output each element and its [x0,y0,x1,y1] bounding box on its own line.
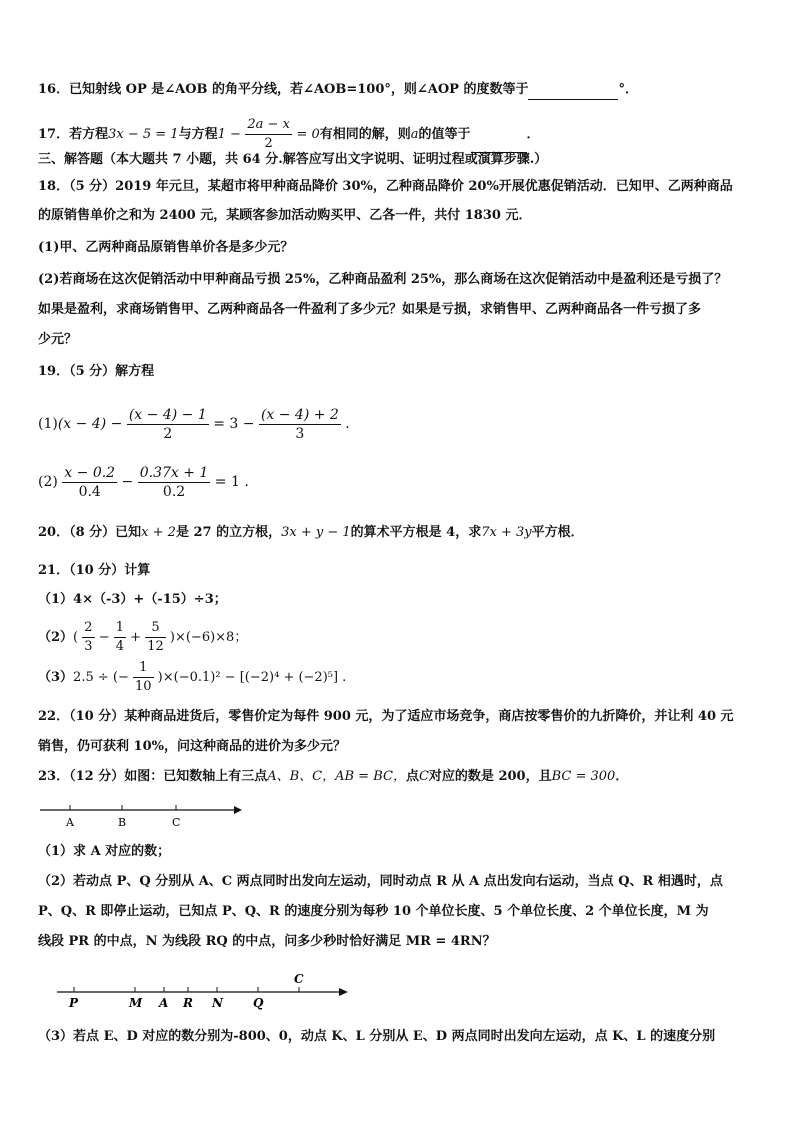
question-23-part-2-line: 线段 PR 的中点，N 为线段 RQ 的中点，问多少秒时恰好满足 MR = 4RN？ [38,934,496,949]
question-23-part-1: （1）求 A 对应的数； [38,844,171,859]
question-18-part-1: (1)甲、乙两种商品原销售单价各是多少元？ [38,240,294,255]
fraction: $\frac{0.37x + 1}{0.2}$ [139,464,209,500]
label-c: C [172,816,181,829]
fraction: $\frac{2}{3}$ [84,620,93,654]
question-22-line: 销售，仍可获利 10%，问这种商品的进价为多少元？ [38,739,346,754]
question-21-part-1: （1）4×（-3）+（-15）÷3； [38,592,227,607]
question-16: 16．已知射线 OP 是∠AOB 的角平分线，若∠AOB=100°，则∠AOP 的度数等于 °． [38,80,758,100]
axis-arrow [339,988,348,996]
question-18-part-2: (2)若商场在这次促销活动中甲种商品亏损 25%，乙种商品盈利 25%，那么商场在这次促销活动中是盈利还是亏损了？ [38,272,728,287]
fraction: $\frac{(x - 4) - 1}{2}$ [128,406,207,442]
question-21-title: 21．（10 分）计算 [38,563,151,578]
label-p: P [69,996,79,1010]
fraction: $\frac{1}{10}$ [134,660,152,694]
label-a: A [159,996,169,1010]
question-23-line: 23．（12 分）如图：已知数轴上有三点A、B、C，AB = BC，点C对应的数是 200，且BC = 300． [38,769,629,784]
label-b: B [118,816,127,829]
question-19-part-2: (2) $\frac{x - 0.2}{0.4}$ − $\frac{0.37x + 1}{0.2}$ = 1 . [38,464,249,500]
question-23-part-2-line: （2）若动点 P、Q 分别从 A、C 两点同时出发向左运动，同时动点 R 从 A 点出发向右运动，当点 Q、R 相遇时，点 [38,874,723,889]
fraction: $\frac{1}{4}$ [115,620,125,654]
label-c: C [294,972,304,986]
question-21-part-3: （3）2.5 ÷ (− $\frac{1}{10}$ )×(−0.1)² − [(−2)⁴ + (−2)⁵] . [38,660,347,694]
number-line-2 [55,968,355,1012]
fraction: $\frac{(x - 4) + 2}{3}$ [260,406,339,442]
question-19-part-1: (1)(x − 4) − $\frac{(x - 4) - 1}{2}$ = 3 − $\frac{(x - 4) + 2}{3}$ . [38,406,350,442]
answer-blank[interactable] [528,85,618,100]
question-18-line: 少元？ [38,332,78,347]
question-23-part-3: （3）若点 E、D 对应的数分别为-800、0，动点 K、L 分别从 E、D 两点同时出发向左运动，点 K、L 的速度分别 [38,1029,716,1044]
question-18-line: 如果是盈利，求商场销售甲、乙两种商品各一件盈利了多少元？如果是亏损，求销售甲、乙两种商品各一件亏损了多 [38,302,702,317]
label-r: R [183,996,193,1010]
label-n: N [212,996,223,1010]
label-m: M [129,996,143,1010]
question-17: 17．若方程3x − 5 = 1与方程1 − $\frac{2a - x}{2}$ = 0有相同的解，则a的值等于 ． [38,117,540,151]
fraction: $\frac{5}{12}$ [147,620,164,654]
question-20: 20．（8 分）已知x + 2是 27 的立方根，3x + y − 1的算术平方根是 4，求7x + 3y平方根． [38,525,584,540]
section-heading: 三、解答题（本大题共 7 小题，共 64 分.解答应写出文字说明、证明过程或演算步骤.） [38,152,548,167]
question-18-line: 18．（5 分）2019 年元旦，某超市将甲种商品降价 30%，乙种商品降价 20%开展优惠促销活动．已知甲、乙两种商品 [38,179,733,194]
question-22-line: 22．（10 分）某种商品进货后，零售价定为每件 900 元，为了适应市场竞争，商店按零售价的九折降价，并让利 40 元 [38,709,734,724]
question-19-title: 19．（5 分）解方程 [38,364,155,379]
number-line-1 [38,800,248,832]
question-23-part-2-line: P、Q、R 即停止运动，已知点 P、Q、R 的速度分别为每秒 10 个单位长度、5 个单位长度、2 个单位长度，M 为 [38,904,709,919]
fraction: $\frac{x - 0.2}{0.4}$ [64,464,116,500]
label-a: A [66,816,74,829]
label-q: Q [253,996,264,1010]
question-21-part-2: （2）( $\frac{2}{3}$ − $\frac{1}{4}$ + $\frac{5}{12}$ )×(−6)×8； [38,620,248,654]
fraction: $\frac{2a - x}{2}$ [247,117,290,151]
question-18-line: 的原销售单价之和为 2400 元，某顾客参加活动购买甲、乙各一件，共付 1830 元． [38,208,532,223]
axis-arrow [234,806,242,814]
